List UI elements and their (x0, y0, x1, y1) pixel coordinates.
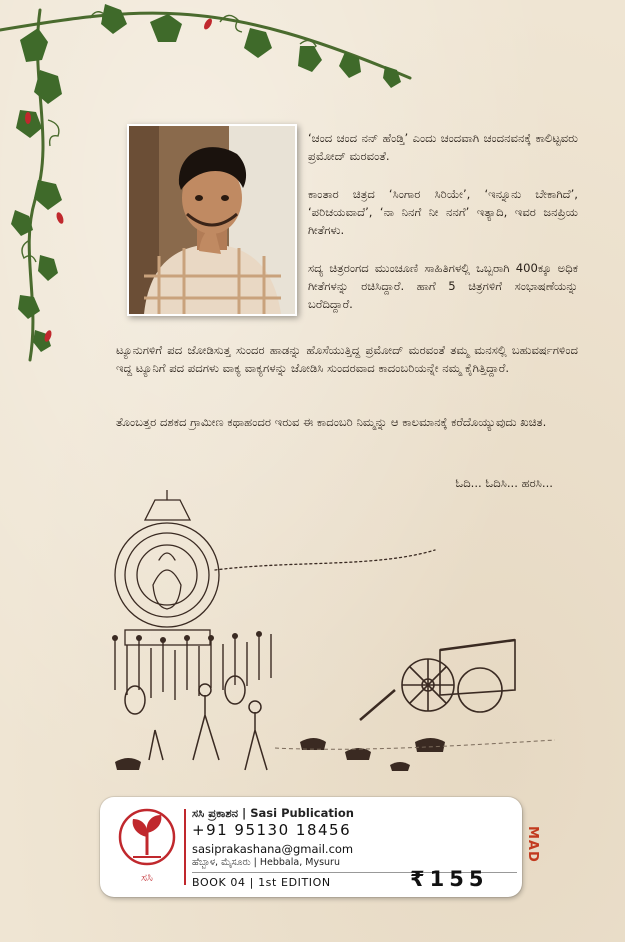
designer-mark: MAD (525, 826, 540, 863)
book-price: ₹155 (410, 867, 489, 891)
blurb-paragraph-5: ತೊಂಬತ್ತರ ದಶಕದ ಗ್ರಾಮೀಣ ಕಥಾಹಂದರ ಇರುವ ಈ ಕಾದಂಬರಿ ನಿಮ್ಮನ್ನು ಆ ಕಾಲಮಾನಕ್ಕೆ ಕರೆದೊಯ್ಯುವುದು ಖಚಿತ. (116, 415, 547, 429)
author-portrait-icon (129, 126, 295, 314)
logo-text: ಸಸಿ (141, 871, 153, 884)
card-divider (184, 809, 186, 885)
publisher-email: sasiprakashana@gmail.com (192, 842, 354, 856)
blurb-paragraph-3: ಸದ್ಯ ಚಿತ್ರರಂಗದ ಮುಂಚೂಣಿ ಸಾಹಿತಿಗಳಲ್ಲಿ ಒಬ್ಬರಾಗಿ 400ಕ್ಕೂ ಅಧಿಕ ಗೀತೆಗಳನ್ನು ರಚಿಸಿದ್ದಾರೆ. ಹಾಗೆ 5 ಚಿತ್ರಗಳಿಗೆ ಸಂಭಾಷಣೆಯನ್ನು ಬರೆದಿದ್ದಾರೆ. (308, 261, 578, 311)
author-photo (127, 124, 297, 316)
blurb-paragraph-2: ಕಾಂತಾರ ಚಿತ್ರದ ‘ಸಿಂಗಾರ ಸಿರಿಯೇ’, ‘ಇನ್ನೂನು ಬೇಕಾಗಿದೆ’, ‘ಪರಿಚಯವಾದೆ’, ‘ನಾ ನಿನಗೆ ನೀ ನನಗೆ’ ಇತ್ಯಾದಿ, ಇವರ ಜನಪ್ರಿಯ ಗೀತೆಗಳು. (308, 187, 578, 237)
sasi-logo-icon (115, 807, 179, 887)
publisher-address: ಹೆಬ್ಬಾಳ, ಮೈಸೂರು | Hebbala, Mysuru (192, 857, 340, 868)
village-procession-sketch-icon (95, 490, 565, 800)
blurb-paragraph-1: ‘ಚಂದ ಚಂದ ನನ್ ಹೆಂಡ್ತಿ’ ಎಂದು ಚಂದವಾಗಿ ಚಂದನವನಕ್ಕೆ ಕಾಲಿಟ್ಟವರು ಪ್ರಮೋದ್ ಮರವಂತೆ. (308, 131, 578, 163)
blurb-paragraph-4: ಟ್ಯೂನುಗಳಿಗೆ ಪದ ಜೋಡಿಸುತ್ತ ಸುಂದರ ಹಾಡನ್ನು ಹೊಸೆಯುತ್ತಿದ್ದ ಪ್ರಮೋದ್ ಮರವಂತೆ ತಮ್ಮ ಮನಸಲ್ಲಿ ಬಹುವರ್ಷಗಳಿಂದ ಇದ್ದ ಟ್ಯೂನಿಗೆ ಪದ ಪದಗಳು ವಾಕ್ಯ ವಾಕ್ಯಗಳನ್ನು ಜೋಡಿಸಿ ಸುಂದರವಾದ ಕಾದಂಬರಿಯನ್ನೇ ನಮ್ಮ ಕೈಗಿತ್ತಿದ್ದಾರೆ. (116, 343, 578, 375)
signoff-text: ಓದಿ... ಓದಿಸಿ... ಹರಸಿ... (455, 476, 553, 490)
publisher-phone: +91 95130 18456 (192, 821, 352, 839)
book-edition: BOOK 04 | 1st EDITION (192, 876, 331, 889)
publisher-name: ಸಸಿ ಪ್ರಕಾಶನ | Sasi Publication (192, 806, 354, 820)
publisher-card (100, 797, 522, 897)
